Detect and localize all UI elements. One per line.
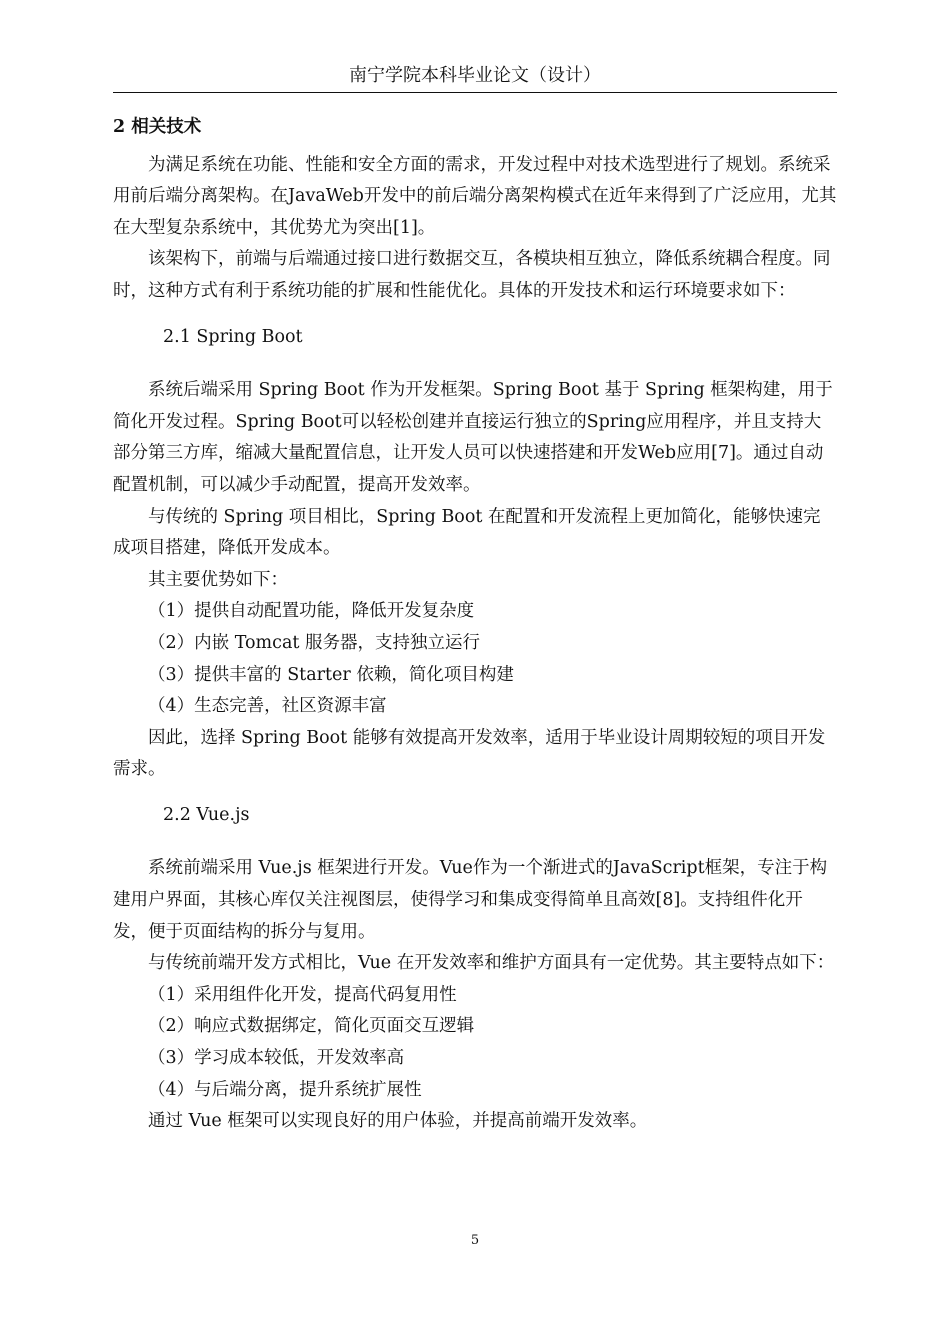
list-item: （3）提供丰富的 Starter 依赖，简化项目构建 xyxy=(148,664,514,685)
intro-paragraph-1: 为满足系统在功能、性能和安全方面的需求，开发过程中对技术选型进行了规划。系统采用前后端分离架构。在JavaWeb开发中的前后端分离架构模式在近年来得到了广泛应用，尤其在大型复杂系统中，其优势尤为突出[1]。 xyxy=(113,154,837,238)
subsection-heading-vuejs: 2.2 Vue.js xyxy=(163,804,250,825)
vue-conclusion: 通过 Vue 框架可以实现良好的用户体验，并提高前端开发效率。 xyxy=(148,1111,648,1132)
list-item: （1）采用组件化开发，提高代码复用性 xyxy=(148,984,457,1005)
page-body xyxy=(113,112,837,1138)
list-item: （2）内嵌 Tomcat 服务器，支持独立运行 xyxy=(148,632,480,653)
page-number: 5 xyxy=(470,1233,480,1248)
vue-paragraph-1: 系统前端采用 Vue.js 框架进行开发。Vue作为一个渐进式的JavaScript框架，专注于构建用户界面，其核心库仅关注视图层，使得学习和集成变得简单且高效[8]。支持组件化开发，便于页面结构的拆分与复用。 xyxy=(113,858,828,942)
subsection-heading-spring-boot: 2.1 Spring Boot xyxy=(163,326,303,347)
spring-boot-paragraph-3: 其主要优势如下： xyxy=(148,569,288,590)
list-item: （4）与后端分离，提升系统扩展性 xyxy=(148,1079,422,1100)
header-rule xyxy=(113,92,837,93)
running-header: 南宁学院本科毕业论文（设计） xyxy=(349,65,601,86)
list-item: （1）提供自动配置功能，降低开发复杂度 xyxy=(148,601,475,622)
spring-boot-paragraph-2: 与传统的 Spring 项目相比，Spring Boot 在配置和开发流程上更加简化，能够快速完成项目搭建，降低开发成本。 xyxy=(113,506,821,559)
section-heading: 2 相关技术 xyxy=(113,117,202,137)
spring-boot-conclusion: 因此，选择 Spring Boot 能够有效提高开发效率，适用于毕业设计周期较短的项目开发需求。 xyxy=(113,727,826,780)
list-item: （4）生态完善，社区资源丰富 xyxy=(148,696,387,717)
list-item: （3）学习成本较低，开发效率高 xyxy=(148,1048,405,1069)
intro-paragraph-2: 该架构下，前端与后端通过接口进行数据交互，各模块相互独立，降低系统耦合程度。同时，这种方式有利于系统功能的扩展和性能优化。具体的开发技术和运行环境要求如下： xyxy=(113,249,831,301)
list-item: （2）响应式数据绑定，简化页面交互逻辑 xyxy=(148,1016,475,1037)
vue-paragraph-2: 与传统前端开发方式相比，Vue 在开发效率和维护方面具有一定优势。其主要特点如下： xyxy=(148,953,835,974)
spring-boot-paragraph-1: 系统后端采用 Spring Boot 作为开发框架。Spring Boot 基于 Spring 框架构建，用于简化开发过程。Spring Boot可以轻松创建并直接运行独立的Spring应用程序，并且支持大部分第三方库，缩减大量配置信息，让开发人员可以快速搭建和开发Web应用[7]。通过自动配置机制，可以减少手动配置，提高开发效率。 xyxy=(113,380,833,495)
